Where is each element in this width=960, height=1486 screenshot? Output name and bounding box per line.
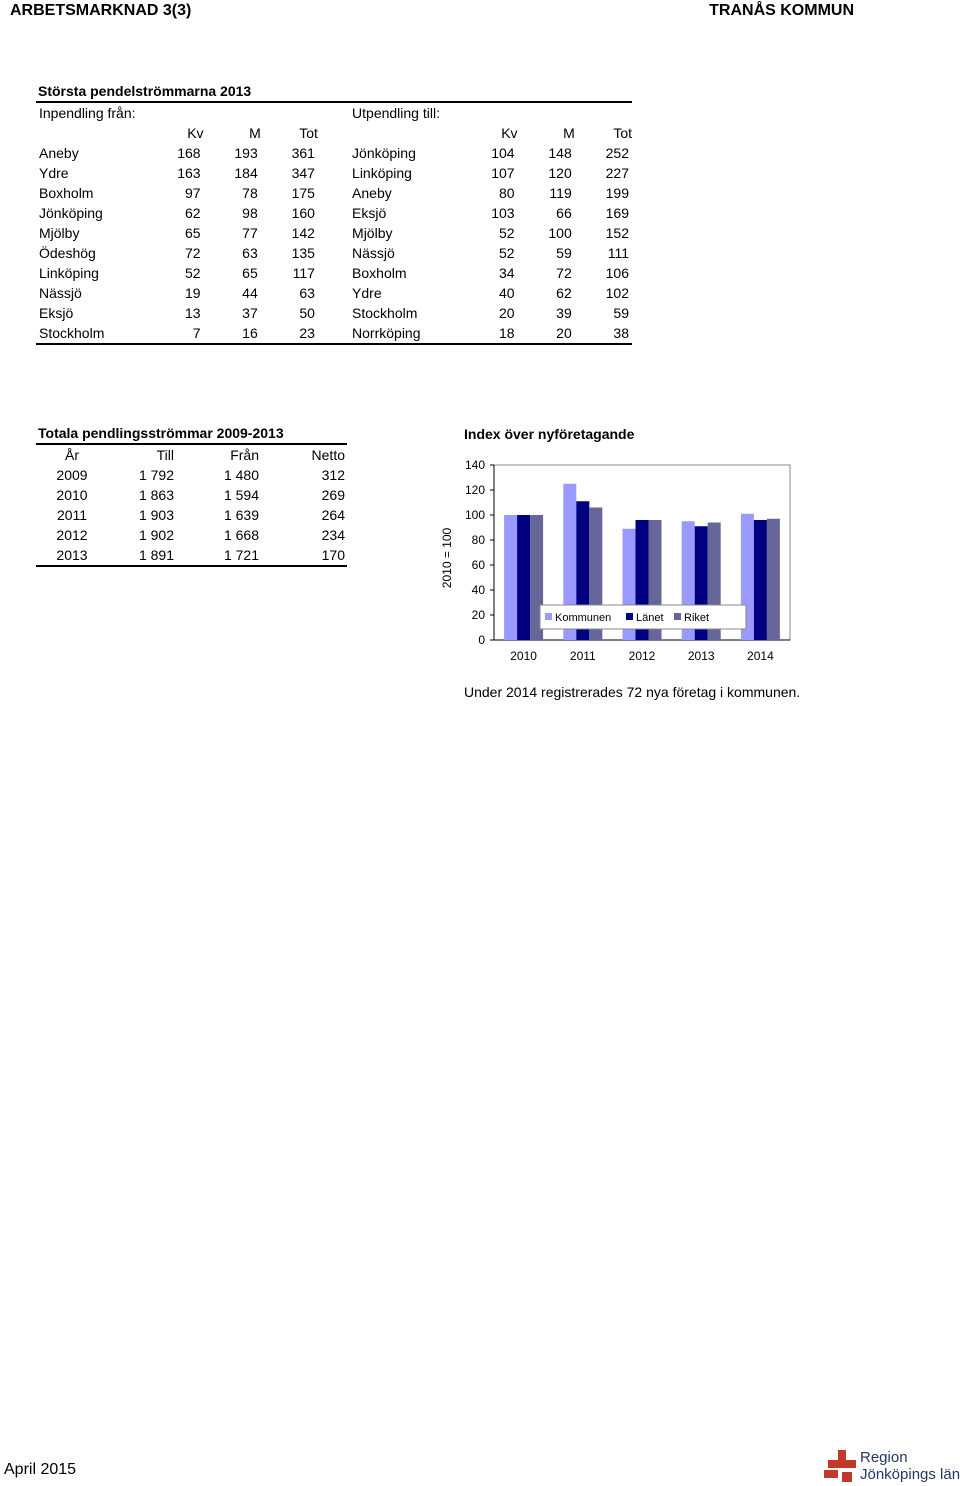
out-value: 102 <box>605 285 629 301</box>
totals-cell: 269 <box>321 487 345 503</box>
col-header: Tot <box>299 125 318 141</box>
totals-table <box>36 443 347 567</box>
legend-label: Kommunen <box>555 612 612 624</box>
in-value: 44 <box>242 285 258 301</box>
y-tick-label: 20 <box>471 608 485 622</box>
out-value: 104 <box>491 145 515 161</box>
logo-line1: Region <box>860 1449 908 1466</box>
commute-row <box>36 303 632 323</box>
out-value: 59 <box>556 245 572 261</box>
chart-title: Index över nyföretagande <box>464 426 635 442</box>
col-header: Till <box>108 444 176 465</box>
legend-swatch <box>626 613 633 620</box>
out-place: Jönköping <box>352 145 416 161</box>
totals-cell: 1 863 <box>138 487 174 503</box>
totals-cell: 1 903 <box>138 507 174 523</box>
note-text: Under 2014 registrerades 72 nya företag i kommunen. <box>464 684 801 700</box>
in-value: 23 <box>261 323 318 344</box>
commute-row <box>36 223 632 243</box>
totals-cell: 2011 <box>56 507 88 523</box>
totals-cell: 2009 <box>56 467 88 483</box>
in-value: 77 <box>242 225 258 241</box>
in-value: 347 <box>291 165 315 181</box>
totals-cell: 1 902 <box>138 527 174 543</box>
x-tick-label: 2013 <box>687 649 715 663</box>
out-value: 169 <box>605 205 629 221</box>
in-value: 65 <box>242 265 258 281</box>
in-value: 62 <box>184 205 201 221</box>
out-place: Eksjö <box>352 205 387 221</box>
in-value: 142 <box>291 225 315 241</box>
in-value: 78 <box>242 185 258 201</box>
commute-row <box>36 263 632 283</box>
out-place: Boxholm <box>352 265 407 281</box>
y-tick-label: 120 <box>464 483 485 497</box>
x-tick-label: 2010 <box>510 649 537 663</box>
in-place: Ödeshög <box>39 245 96 261</box>
out-value: 227 <box>605 165 629 181</box>
col-header: M <box>563 125 575 141</box>
commute-row <box>36 323 632 344</box>
in-value: 163 <box>177 165 201 181</box>
in-value: 19 <box>184 285 201 301</box>
out-value: 148 <box>548 145 572 161</box>
totals-cell: 1 480 <box>223 467 259 483</box>
legend-label: Riket <box>684 612 710 624</box>
in-value: 135 <box>291 245 315 261</box>
bar-länet <box>517 515 530 640</box>
legend-swatch <box>545 613 552 620</box>
out-value: 111 <box>607 245 629 261</box>
x-tick-label: 2011 <box>569 649 596 663</box>
in-value: 175 <box>291 185 315 201</box>
commute-row <box>36 143 632 163</box>
y-tick-label: 80 <box>471 533 485 547</box>
col-header: Netto <box>261 444 347 465</box>
in-place: Linköping <box>39 265 99 281</box>
legend-swatch <box>674 613 681 620</box>
totals-cell: 1 639 <box>223 507 259 523</box>
y-tick-label: 60 <box>471 558 485 572</box>
region-logo-icon <box>824 1450 858 1484</box>
out-place: Linköping <box>352 165 412 181</box>
totals-row <box>36 505 347 525</box>
out-value: 52 <box>498 245 515 261</box>
in-value: 184 <box>234 165 258 181</box>
col-header: Tot <box>613 125 632 141</box>
totals-cell: 1 721 <box>176 545 261 566</box>
in-value: 65 <box>184 225 201 241</box>
bar-kommunen <box>504 515 517 640</box>
totals-cell: 170 <box>261 545 347 566</box>
in-place: Mjölby <box>39 225 80 241</box>
in-value: 37 <box>242 305 258 321</box>
in-value: 16 <box>204 323 261 344</box>
totals-row <box>36 525 347 545</box>
inpendling-label: Inpendling från: <box>36 102 318 123</box>
commute-row <box>36 163 632 183</box>
totals-cell: 1 594 <box>223 487 259 503</box>
in-value: 63 <box>242 245 258 261</box>
out-value: 152 <box>605 225 629 241</box>
commute-table <box>36 101 632 345</box>
commute-row <box>36 183 632 203</box>
in-place: Aneby <box>39 145 79 161</box>
totals-row <box>36 485 347 505</box>
col-header: Kv <box>501 125 518 141</box>
in-place: Jönköping <box>39 205 103 221</box>
out-place: Nässjö <box>352 245 395 261</box>
y-tick-label: 140 <box>464 458 485 472</box>
logo-line2: Jönköpings län <box>860 1466 960 1483</box>
in-place: Eksjö <box>39 305 74 321</box>
out-value: 103 <box>491 205 515 221</box>
footer-date: April 2015 <box>4 1461 77 1478</box>
y-tick-label: 0 <box>478 633 485 647</box>
bar-länet <box>754 520 767 640</box>
y-tick-label: 100 <box>464 508 485 522</box>
commute-row <box>36 283 632 303</box>
out-place: Norrköping <box>352 323 472 344</box>
out-value: 18 <box>472 323 517 344</box>
totals-cell: 2012 <box>56 527 88 543</box>
out-value: 40 <box>498 285 515 301</box>
in-value: 7 <box>148 323 203 344</box>
in-value: 117 <box>292 265 315 281</box>
totals-row <box>36 465 347 485</box>
in-value: 168 <box>177 145 201 161</box>
in-value: 13 <box>184 305 201 321</box>
in-value: 52 <box>184 265 201 281</box>
in-value: 193 <box>234 145 258 161</box>
out-place: Mjölby <box>352 225 393 241</box>
x-tick-label: 2012 <box>628 649 656 663</box>
out-value: 119 <box>549 185 572 201</box>
in-place: Boxholm <box>39 185 94 201</box>
col-header: Från <box>176 444 261 465</box>
out-value: 120 <box>548 165 572 181</box>
out-place: Ydre <box>352 285 382 301</box>
commute-row <box>36 203 632 223</box>
out-value: 106 <box>605 265 629 281</box>
col-header: År <box>36 444 108 465</box>
out-value: 80 <box>498 185 515 201</box>
commute-title: Största pendelströmmarna 2013 <box>38 83 252 99</box>
totals-row <box>36 545 347 566</box>
out-value: 20 <box>498 305 515 321</box>
out-value: 252 <box>605 145 629 161</box>
out-value: 52 <box>498 225 515 241</box>
in-place: Nässjö <box>39 285 82 301</box>
in-value: 98 <box>242 205 258 221</box>
header-right-title: TRANÅS KOMMUN <box>709 2 854 19</box>
in-value: 97 <box>184 185 201 201</box>
in-value: 50 <box>299 305 315 321</box>
bar-riket <box>767 519 780 640</box>
in-place: Ydre <box>39 165 69 181</box>
out-value: 39 <box>556 305 572 321</box>
out-value: 66 <box>556 205 572 221</box>
col-header: Kv <box>187 125 204 141</box>
in-value: 63 <box>299 285 315 301</box>
out-value: 199 <box>605 185 629 201</box>
legend-label: Länet <box>636 612 664 624</box>
in-place: Stockholm <box>36 323 148 344</box>
commute-row <box>36 243 632 263</box>
totals-cell: 234 <box>321 527 345 543</box>
totals-cell: 312 <box>321 467 345 483</box>
nyforetagande-chart <box>430 420 810 665</box>
utpendling-label: Utpendling till: <box>352 102 632 123</box>
header-left-title: ARBETSMARKNAD 3(3) <box>10 2 192 19</box>
out-value: 38 <box>575 323 632 344</box>
totals-cell: 2010 <box>56 487 88 503</box>
out-value: 59 <box>613 305 629 321</box>
totals-cell: 1 891 <box>108 545 176 566</box>
totals-cell: 2013 <box>36 545 108 566</box>
in-value: 72 <box>184 245 201 261</box>
out-place: Stockholm <box>352 305 418 321</box>
in-value: 160 <box>291 205 315 221</box>
out-value: 107 <box>491 165 515 181</box>
out-value: 20 <box>518 323 575 344</box>
totals-title: Totala pendlingsströmmar 2009-2013 <box>38 425 284 441</box>
x-tick-label: 2014 <box>747 649 774 663</box>
totals-cell: 1 668 <box>223 527 259 543</box>
region-logo <box>824 1448 960 1484</box>
out-value: 62 <box>556 285 572 301</box>
totals-cell: 1 792 <box>138 467 174 483</box>
totals-cell: 264 <box>321 507 345 523</box>
out-value: 72 <box>556 265 572 281</box>
y-tick-label: 40 <box>471 583 485 597</box>
out-value: 100 <box>548 225 572 241</box>
in-value: 361 <box>291 145 315 161</box>
out-value: 34 <box>498 265 515 281</box>
out-place: Aneby <box>352 185 392 201</box>
y-axis-label: 2010 = 100 <box>440 527 454 589</box>
col-header: M <box>249 125 261 141</box>
